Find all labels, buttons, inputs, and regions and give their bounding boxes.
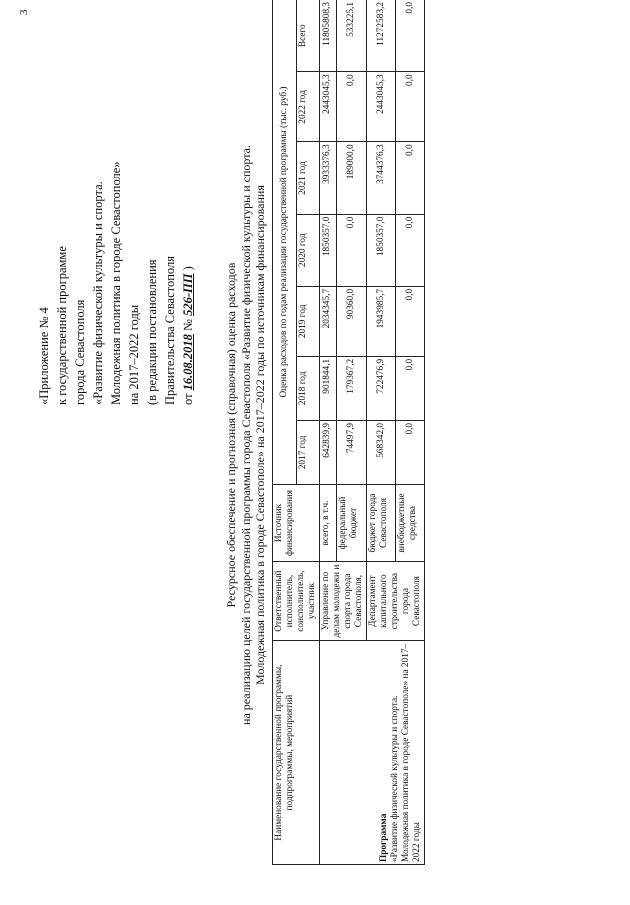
header-estimate: Оценка расходов по годам реализации государственной программы (тыс. руб.) [273,0,297,485]
appendix-line: «Развитие физической культуры и спорта. [91,181,105,405]
document-heading [224,5,268,865]
header-executor: Ответственный исполнитель, соисполнитель, участник [273,561,320,640]
header-year: 2017 год [296,420,320,484]
program-label: Программа [379,813,389,862]
number-prefix: № [181,319,195,331]
header-year: 2021 год [296,142,320,214]
appendix-line: Молодежная политика в городе Севастополе» [109,161,123,405]
value-cell: 0,0 [396,356,425,420]
heading-line-1: Ресурсное обеспечение и прогнозная (справочная) оценка расходов [224,262,238,608]
value-cell: 74497,9 [336,420,366,484]
header-year: 2019 год [296,286,320,356]
value-cell: 0,0 [396,142,425,214]
total-cell: 11272583,2 [367,0,396,72]
executor-cell: Департамент капитального строительства города Севастополя [367,561,425,640]
header-year: 2020 год [296,214,320,286]
value-cell: 0,0 [336,72,366,142]
heading-line-2: на реализацию целей государственной программы города Севастополя «Развитие физической культуры и спорта. [238,145,253,725]
value-cell: 0,0 [396,214,425,286]
appendix-line: Правительства Севастополя [163,256,177,405]
header-name: Наименование государственной программы, подпрограммы, мероприятий [273,641,320,865]
header-row-1 [273,0,297,865]
value-cell: 0,0 [336,214,366,286]
appendix-line: на 2017–2022 годы [127,304,141,405]
table-row [320,0,337,865]
appendix-line: города Севастополя [73,299,87,405]
handwritten-date: 16.08.2018 [181,334,195,391]
resource-table [272,0,425,865]
date-prefix: от [181,393,195,405]
value-cell: 2034345,7 [320,286,337,356]
total-cell: 11805808,3 [320,0,337,72]
value-cell: 642839,9 [320,420,337,484]
source-cell: федеральный бюджет [336,485,366,562]
value-cell: 0,0 [396,420,425,484]
value-cell: 1943985,7 [367,286,396,356]
value-cell: 0,0 [396,72,425,142]
value-cell: 2443045,3 [320,72,337,142]
value-cell: 179367,2 [336,356,366,420]
value-cell: 90360,0 [336,286,366,356]
handwritten-number: 526-ПП [181,273,195,316]
value-cell: 189000,0 [336,142,366,214]
header-source: Источник финансирования [273,485,320,562]
appendix-line: (в редакции постановления [145,259,159,405]
value-cell: 3744376,3 [367,142,396,214]
total-cell: 0,0 [396,0,425,72]
appendix-date-line [179,85,197,405]
header-year: 2022 год [296,72,320,142]
source-cell: бюджет города Севастополя [367,485,396,562]
program-title: «Развитие физической культуры и спорта. Молодежная политика в городе Севастополе» на 2017–2022 годы [390,643,422,862]
page-number: 3 [18,9,30,15]
program-cell [320,641,425,865]
value-cell: 722476,9 [367,356,396,420]
executor-cell: Управление по делам молодежи и спорта города Севастополя, [320,561,367,640]
value-cell: 1850357,0 [320,214,337,286]
value-cell: 2443045,3 [367,72,396,142]
appendix-line: «Приложение № 4 [37,307,51,405]
header-total: Всего [296,0,320,72]
appendix-line: к государственной программе [55,246,69,405]
source-cell: внебюджетные средства [396,485,425,562]
value-cell: 0,0 [396,286,425,356]
heading-line-3: Молодежная политика в городе Севастополе» на 2017–2022 годы по источникам финансирования [253,185,267,685]
source-cell: всего, в т.ч. [320,485,337,562]
value-cell: 901844,1 [320,356,337,420]
value-cell: 568342,0 [367,420,396,484]
value-cell: 3933376,3 [320,142,337,214]
value-cell: 1850357,0 [367,214,396,286]
total-cell: 533225,1 [336,0,366,72]
header-year: 2018 год [296,356,320,420]
appendix-block [35,85,197,405]
closing-paren: ) [181,266,195,271]
